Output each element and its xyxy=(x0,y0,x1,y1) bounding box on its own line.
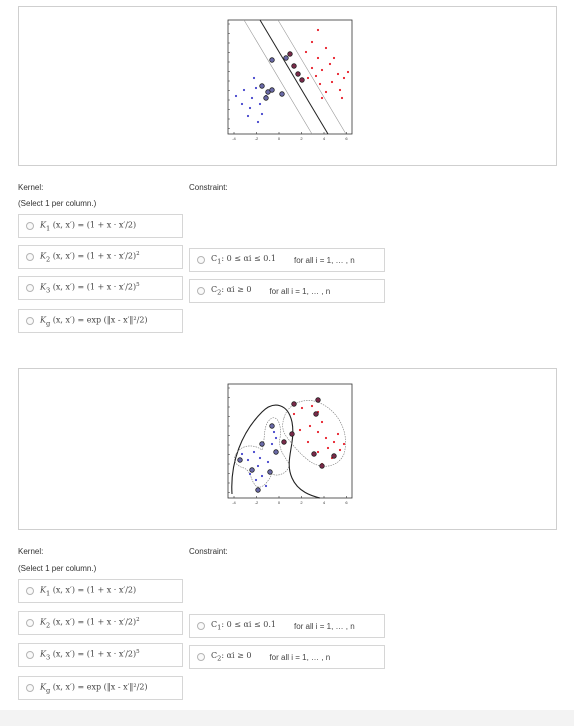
support-vector xyxy=(320,464,325,469)
data-point xyxy=(343,77,345,79)
x-tick-label: -4 xyxy=(232,136,236,141)
radio-button[interactable] xyxy=(197,256,205,264)
data-point xyxy=(333,57,335,59)
data-point xyxy=(309,425,311,427)
data-point xyxy=(247,115,249,117)
data-point xyxy=(321,97,323,99)
data-point xyxy=(247,459,249,461)
kernel-option-k1[interactable] xyxy=(18,214,183,238)
kernel-option-k3[interactable] xyxy=(18,643,183,667)
data-point xyxy=(321,69,323,71)
support-vector xyxy=(250,468,255,473)
data-point xyxy=(311,67,313,69)
data-point xyxy=(257,465,259,467)
radio-button[interactable] xyxy=(26,222,34,230)
kernel-header: Kernel: xyxy=(18,183,44,192)
support-vector xyxy=(274,450,279,455)
support-vector xyxy=(300,78,305,83)
radio-button[interactable] xyxy=(26,253,34,261)
for-all-text: for all i = 1, … , n xyxy=(293,255,355,265)
data-point xyxy=(305,51,307,53)
x-tick-label: -2 xyxy=(254,136,259,141)
radio-button[interactable] xyxy=(26,587,34,595)
constraint-option-c2[interactable] xyxy=(189,279,385,303)
data-point xyxy=(259,457,261,459)
kernel-formula: $K_1$ (x, x′) = (1 + x · x′/2) xyxy=(40,585,137,598)
data-point xyxy=(255,87,257,89)
x-tick-label: 0 xyxy=(277,500,281,505)
data-point xyxy=(337,433,339,435)
data-point xyxy=(261,113,263,115)
data-point xyxy=(339,449,341,451)
support-vector xyxy=(238,458,243,463)
data-point xyxy=(325,91,327,93)
radio-button[interactable] xyxy=(197,622,205,630)
data-point xyxy=(273,431,275,433)
data-point xyxy=(255,479,257,481)
kernel-formula: $K_2$ (x, $x') = (1 + x \cdot x'/2)^2$ xyxy=(40,616,140,630)
data-point xyxy=(307,441,309,443)
select-note: (Select 1 per column.) xyxy=(18,199,97,208)
data-point xyxy=(275,437,277,439)
support-vector xyxy=(260,84,265,89)
data-point xyxy=(299,429,301,431)
data-point xyxy=(343,443,345,445)
support-vector xyxy=(288,52,293,57)
constraint-option-c1[interactable] xyxy=(189,614,385,638)
x-tick-label: 2 xyxy=(300,500,303,505)
kernel-formula: $K_3$ (x, $x') = (1 + x \cdot x'/2)^5$ xyxy=(40,648,140,662)
kernel-option-k2[interactable] xyxy=(18,611,183,635)
support-vector xyxy=(260,442,265,447)
data-point xyxy=(331,81,333,83)
data-point xyxy=(337,73,339,75)
data-point xyxy=(311,405,313,407)
data-point xyxy=(325,47,327,49)
radio-button[interactable] xyxy=(197,287,205,295)
data-point xyxy=(325,437,327,439)
data-point xyxy=(293,413,295,415)
select-note: (Select 1 per column.) xyxy=(18,564,97,573)
support-vector xyxy=(284,56,289,61)
constraint-header: Constraint: xyxy=(189,183,228,192)
data-point xyxy=(311,41,313,43)
radio-button[interactable] xyxy=(26,317,34,325)
x-tick-label: -2 xyxy=(254,500,259,505)
support-vector xyxy=(292,64,297,69)
data-point xyxy=(241,453,243,455)
constraint-formula: $C_1$: 0 ≤ αi ≤ 0.1 xyxy=(211,254,276,266)
data-point xyxy=(241,103,243,105)
constraint-formula: $C_2$: αi ≥ 0 xyxy=(211,285,252,297)
support-vector xyxy=(264,96,269,101)
constraint-option-c1[interactable] xyxy=(189,248,385,272)
data-point xyxy=(257,121,259,123)
x-tick-label: 4 xyxy=(322,136,326,141)
data-point xyxy=(265,485,267,487)
constraint-formula: $C_2$: αi ≥ 0 xyxy=(211,651,252,663)
kernel-option-kg[interactable] xyxy=(18,676,183,700)
x-tick-label: 6 xyxy=(345,136,348,141)
support-vector xyxy=(270,424,275,429)
data-point xyxy=(243,89,245,91)
radio-button[interactable] xyxy=(26,651,34,659)
data-point xyxy=(267,461,269,463)
data-point xyxy=(259,103,261,105)
kernel-option-k2[interactable] xyxy=(18,245,183,269)
data-point xyxy=(317,431,319,433)
radio-button[interactable] xyxy=(26,684,34,692)
data-point xyxy=(249,473,251,475)
data-point xyxy=(341,97,343,99)
data-point xyxy=(321,421,323,423)
data-point xyxy=(251,97,253,99)
support-vector xyxy=(312,452,317,457)
kernel-formula: $K_g$ (x, x′) = exp (‖x - x′‖²/2) xyxy=(40,315,148,328)
support-vector xyxy=(282,440,287,445)
kernel-formula: $K_g$ (x, x′) = exp (‖x - x′‖²/2) xyxy=(40,682,148,695)
page-footer xyxy=(0,710,574,726)
kernel-option-k3[interactable] xyxy=(18,276,183,300)
for-all-text: for all i = 1, … , n xyxy=(293,621,355,631)
radio-button[interactable] xyxy=(26,619,34,627)
support-vector xyxy=(270,88,275,93)
radio-button[interactable] xyxy=(197,653,205,661)
support-vector xyxy=(332,454,337,459)
kernel-option-kg[interactable] xyxy=(18,309,183,333)
data-point xyxy=(333,441,335,443)
data-point xyxy=(317,57,319,59)
support-vector xyxy=(296,72,301,77)
kernel-formula: $K_2$ (x, $x') = (1 + x \cdot x'/2)^2$ xyxy=(40,250,140,264)
x-tick-label: -4 xyxy=(232,500,236,505)
support-vector xyxy=(290,432,295,437)
data-point xyxy=(319,83,321,85)
constraint-formula: $C_1$: 0 ≤ αi ≤ 0.1 xyxy=(211,620,276,632)
support-vector xyxy=(256,488,261,493)
radio-button[interactable] xyxy=(26,284,34,292)
for-all-text: for all i = 1, … , n xyxy=(269,286,331,296)
data-point xyxy=(235,95,237,97)
data-point xyxy=(301,407,303,409)
x-tick-label: 2 xyxy=(300,136,303,141)
data-point xyxy=(261,475,263,477)
kernel-formula: $K_3$ (x, $x') = (1 + x \cdot x'/2)^5$ xyxy=(40,281,140,295)
support-vector xyxy=(292,402,297,407)
data-point xyxy=(307,77,309,79)
data-point xyxy=(253,451,255,453)
data-point xyxy=(339,89,341,91)
support-vector xyxy=(280,92,285,97)
kernel-formula: $K_1$ (x, x′) = (1 + x · x′/2) xyxy=(40,220,137,233)
constraint-option-c2[interactable] xyxy=(189,645,385,669)
x-tick-label: 0 xyxy=(277,136,281,141)
svm-plot-nonlinear xyxy=(222,382,356,508)
for-all-text: for all i = 1, … , n xyxy=(269,652,331,662)
data-point xyxy=(253,77,255,79)
data-point xyxy=(347,71,349,73)
x-tick-label: 4 xyxy=(322,500,326,505)
support-vector xyxy=(314,412,319,417)
data-point xyxy=(317,451,319,453)
kernel-header: Kernel: xyxy=(18,547,44,556)
data-point xyxy=(271,443,273,445)
data-point xyxy=(329,63,331,65)
data-point xyxy=(317,29,319,31)
x-tick-label: 6 xyxy=(345,500,348,505)
data-point xyxy=(249,107,251,109)
constraint-header: Constraint: xyxy=(189,547,228,556)
data-point xyxy=(315,75,317,77)
support-vector xyxy=(268,470,273,475)
support-vector xyxy=(316,398,321,403)
svm-plot-linear xyxy=(222,18,356,142)
support-vector xyxy=(270,58,275,63)
data-point xyxy=(327,447,329,449)
kernel-option-k1[interactable] xyxy=(18,579,183,603)
